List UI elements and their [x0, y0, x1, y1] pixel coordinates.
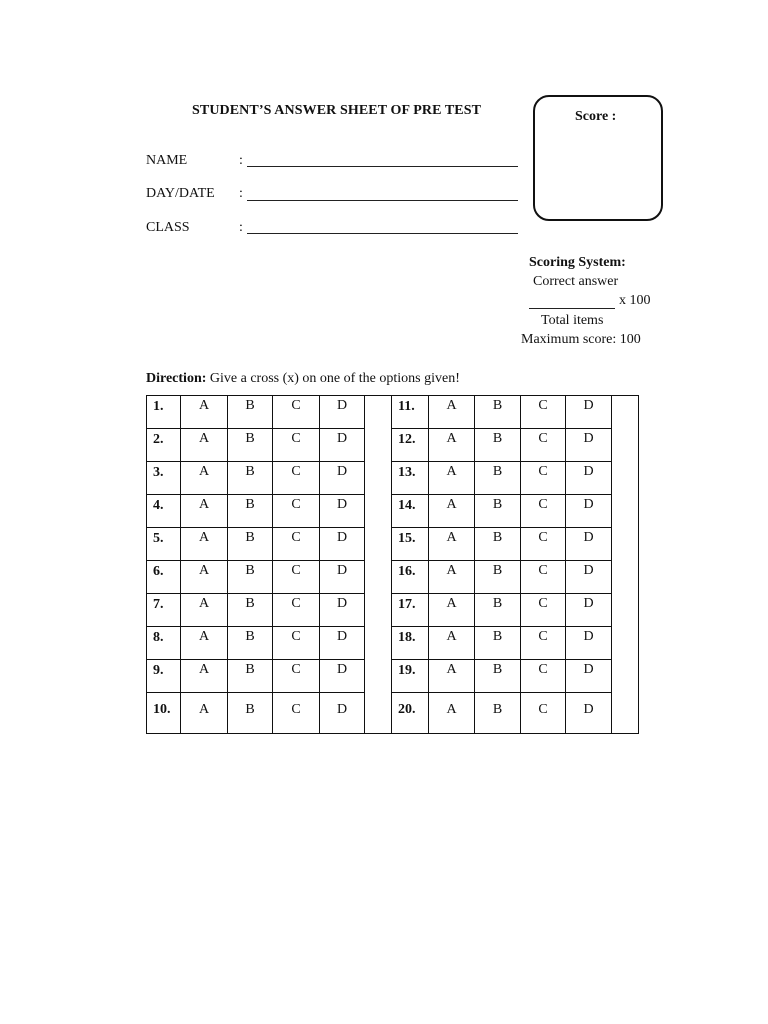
option-cell-d[interactable] — [320, 627, 365, 660]
extra-column — [612, 693, 639, 734]
option-cell-b-text: B — [492, 398, 503, 413]
question-number — [392, 660, 429, 693]
option-cell-a-text: A — [198, 431, 210, 446]
option-cell-c[interactable] — [273, 528, 320, 561]
option-cell-d[interactable] — [320, 693, 365, 734]
question-number-text: 17. — [398, 597, 416, 612]
option-cell-d[interactable] — [320, 429, 365, 462]
option-cell-b[interactable] — [475, 627, 521, 660]
answer-table — [146, 395, 639, 734]
option-cell-a-text: A — [198, 497, 210, 512]
question-number — [147, 561, 181, 594]
question-number — [147, 396, 181, 429]
extra-column — [612, 594, 639, 627]
option-cell-b-text: B — [245, 530, 255, 545]
option-cell-b[interactable] — [228, 462, 273, 495]
option-cell-c[interactable] — [273, 396, 320, 429]
option-cell-c[interactable] — [273, 660, 320, 693]
answer-row — [147, 396, 639, 429]
option-cell-b-text: B — [245, 497, 255, 512]
option-cell-b[interactable] — [475, 594, 521, 627]
option-cell-d[interactable] — [320, 396, 365, 429]
extra-column — [612, 627, 639, 660]
option-cell-b[interactable] — [475, 561, 521, 594]
column-gap — [365, 429, 392, 462]
option-cell-c-text: C — [291, 629, 301, 644]
option-cell-c[interactable] — [521, 627, 566, 660]
direction-label: Direction: — [146, 371, 207, 386]
option-cell-a-text: A — [198, 702, 210, 717]
option-cell-a[interactable] — [181, 462, 228, 495]
question-number-text: 10. — [153, 702, 171, 717]
option-cell-b-text: B — [492, 431, 503, 446]
option-cell-b-text: B — [245, 431, 255, 446]
option-cell-b-text: B — [245, 464, 255, 479]
option-cell-d[interactable] — [566, 627, 612, 660]
option-cell-a[interactable] — [181, 660, 228, 693]
question-number-text: 13. — [398, 465, 416, 480]
column-gap — [365, 396, 392, 429]
option-cell-a[interactable] — [429, 693, 475, 734]
option-cell-d-text: D — [583, 398, 594, 413]
question-number — [147, 660, 181, 693]
option-cell-b-text: B — [492, 596, 503, 611]
option-cell-c[interactable] — [521, 462, 566, 495]
score-label: Score : — [575, 109, 617, 124]
option-cell-c-text: C — [538, 662, 548, 677]
question-number-text: 9. — [153, 663, 164, 678]
option-cell-d[interactable] — [566, 462, 612, 495]
option-cell-c[interactable] — [521, 561, 566, 594]
question-number — [392, 627, 429, 660]
option-cell-c[interactable] — [521, 693, 566, 734]
option-cell-c-text: C — [291, 702, 301, 717]
option-cell-b-text: B — [492, 464, 503, 479]
column-gap — [365, 693, 392, 734]
question-number — [147, 429, 181, 462]
option-cell-a-text: A — [446, 431, 457, 446]
option-cell-b[interactable] — [475, 495, 521, 528]
name-label: NAME — [146, 153, 188, 168]
question-number — [147, 528, 181, 561]
option-cell-c-text: C — [291, 563, 301, 578]
option-cell-c[interactable] — [273, 693, 320, 734]
option-cell-d-text: D — [583, 702, 594, 717]
answer-row — [147, 462, 639, 495]
extra-column — [612, 396, 639, 429]
option-cell-c[interactable] — [273, 627, 320, 660]
extra-column — [612, 429, 639, 462]
class-colon: : — [239, 220, 243, 235]
option-cell-b-text: B — [492, 629, 503, 644]
option-cell-d-text: D — [583, 497, 594, 512]
option-cell-a[interactable] — [429, 462, 475, 495]
option-cell-b[interactable] — [475, 693, 521, 734]
option-cell-d[interactable] — [566, 495, 612, 528]
option-cell-c-text: C — [538, 431, 548, 446]
extra-column — [612, 528, 639, 561]
name-field[interactable] — [247, 166, 518, 167]
option-cell-d-text: D — [583, 431, 594, 446]
option-cell-c-text: C — [538, 629, 548, 644]
option-cell-a-text: A — [198, 662, 210, 677]
answer-row — [147, 627, 639, 660]
answer-row — [147, 660, 639, 693]
option-cell-a-text: A — [198, 596, 210, 611]
option-cell-d[interactable] — [566, 561, 612, 594]
option-cell-c-text: C — [538, 702, 548, 717]
option-cell-a[interactable] — [181, 528, 228, 561]
extra-column — [612, 660, 639, 693]
option-cell-b-text: B — [245, 596, 255, 611]
option-cell-d-text: D — [583, 464, 594, 479]
option-cell-a[interactable] — [181, 396, 228, 429]
option-cell-b[interactable] — [228, 396, 273, 429]
question-number — [147, 462, 181, 495]
column-gap — [365, 462, 392, 495]
option-cell-d-text: D — [336, 398, 348, 413]
option-cell-c[interactable] — [273, 561, 320, 594]
option-cell-c[interactable] — [273, 429, 320, 462]
option-cell-a[interactable] — [181, 693, 228, 734]
option-cell-d-text: D — [336, 530, 348, 545]
option-cell-c[interactable] — [273, 462, 320, 495]
option-cell-a-text: A — [198, 398, 210, 413]
option-cell-c-text: C — [291, 497, 301, 512]
option-cell-d-text: D — [336, 702, 348, 717]
scoring-total-items: Total items — [541, 313, 604, 328]
option-cell-d[interactable] — [320, 528, 365, 561]
option-cell-c-text: C — [291, 596, 301, 611]
extra-column — [612, 561, 639, 594]
question-number — [392, 429, 429, 462]
option-cell-a-text: A — [446, 398, 457, 413]
option-cell-b-text: B — [492, 497, 503, 512]
option-cell-b[interactable] — [475, 528, 521, 561]
option-cell-a[interactable] — [181, 627, 228, 660]
option-cell-a-text: A — [198, 464, 210, 479]
score-box[interactable] — [533, 95, 663, 221]
option-cell-a-text: A — [446, 662, 457, 677]
option-cell-d[interactable] — [566, 594, 612, 627]
option-cell-d[interactable] — [320, 660, 365, 693]
option-cell-b[interactable] — [228, 660, 273, 693]
class-field[interactable] — [247, 233, 518, 234]
option-cell-b[interactable] — [475, 429, 521, 462]
option-cell-d[interactable] — [320, 462, 365, 495]
option-cell-a-text: A — [446, 596, 457, 611]
option-cell-d-text: D — [583, 563, 594, 578]
option-cell-a[interactable] — [181, 495, 228, 528]
option-cell-b-text: B — [245, 563, 255, 578]
option-cell-c[interactable] — [521, 594, 566, 627]
answer-row — [147, 495, 639, 528]
option-cell-c-text: C — [538, 530, 548, 545]
option-cell-b[interactable] — [228, 693, 273, 734]
question-number-text: 18. — [398, 630, 416, 645]
option-cell-b-text: B — [245, 702, 255, 717]
direction-body: Give a cross (x) on one of the options given! — [206, 371, 460, 386]
question-number-text: 7. — [153, 597, 164, 612]
option-cell-a[interactable] — [429, 429, 475, 462]
option-cell-c[interactable] — [521, 429, 566, 462]
option-cell-d[interactable] — [566, 429, 612, 462]
option-cell-d-text: D — [336, 596, 348, 611]
question-number-text: 4. — [153, 498, 164, 513]
column-gap — [365, 627, 392, 660]
question-number-text: 8. — [153, 630, 164, 645]
question-number-text: 19. — [398, 663, 416, 678]
option-cell-c-text: C — [291, 464, 301, 479]
question-number — [147, 495, 181, 528]
scoring-fraction-line — [529, 293, 651, 309]
scoring-multiplier: x 100 — [619, 293, 651, 308]
fraction-bar — [529, 295, 615, 309]
option-cell-b-text: B — [245, 662, 255, 677]
option-cell-a-text: A — [198, 629, 210, 644]
class-label: CLASS — [146, 220, 190, 235]
question-number-text: 11. — [398, 399, 415, 414]
question-number-text: 20. — [398, 702, 416, 717]
answer-row — [147, 528, 639, 561]
option-cell-d-text: D — [336, 629, 348, 644]
option-cell-c-text: C — [291, 431, 301, 446]
option-cell-d-text: D — [583, 662, 594, 677]
question-number — [392, 495, 429, 528]
column-gap — [365, 594, 392, 627]
question-number — [392, 528, 429, 561]
option-cell-c-text: C — [291, 530, 301, 545]
question-number-text: 2. — [153, 432, 164, 447]
question-number-text: 3. — [153, 465, 164, 480]
option-cell-b[interactable] — [228, 561, 273, 594]
option-cell-c[interactable] — [521, 396, 566, 429]
option-cell-a[interactable] — [429, 495, 475, 528]
option-cell-b-text: B — [245, 629, 255, 644]
question-number-text: 15. — [398, 531, 416, 546]
answer-row — [147, 561, 639, 594]
column-gap — [365, 660, 392, 693]
option-cell-d[interactable] — [320, 495, 365, 528]
option-cell-c-text: C — [538, 398, 548, 413]
question-number — [147, 693, 181, 734]
option-cell-a-text: A — [198, 563, 210, 578]
option-cell-d[interactable] — [320, 594, 365, 627]
option-cell-d-text: D — [336, 431, 348, 446]
scoring-correct-answer: Correct answer — [533, 274, 619, 289]
option-cell-b-text: B — [492, 530, 503, 545]
option-cell-b-text: B — [492, 702, 503, 717]
option-cell-d-text: D — [336, 563, 348, 578]
page-title: STUDENT’S ANSWER SHEET OF PRE TEST — [192, 103, 482, 118]
option-cell-a[interactable] — [429, 594, 475, 627]
scoring-title: Scoring System: — [529, 255, 626, 270]
answer-row — [147, 594, 639, 627]
option-cell-a[interactable] — [429, 528, 475, 561]
option-cell-c-text: C — [291, 662, 301, 677]
option-cell-a[interactable] — [429, 627, 475, 660]
option-cell-d-text: D — [583, 530, 594, 545]
question-number-text: 5. — [153, 531, 164, 546]
option-cell-a[interactable] — [429, 561, 475, 594]
question-number — [392, 561, 429, 594]
name-colon: : — [239, 153, 243, 168]
scoring-max-score: Maximum score: 100 — [521, 332, 641, 347]
option-cell-d-text: D — [336, 662, 348, 677]
option-cell-a[interactable] — [181, 561, 228, 594]
direction-text — [146, 371, 460, 387]
option-cell-a-text: A — [446, 530, 457, 545]
option-cell-c-text: C — [538, 563, 548, 578]
option-cell-d[interactable] — [566, 396, 612, 429]
option-cell-a-text: A — [446, 464, 457, 479]
answer-row — [147, 429, 639, 462]
date-field[interactable] — [247, 200, 518, 201]
column-gap — [365, 528, 392, 561]
option-cell-b[interactable] — [228, 495, 273, 528]
option-cell-a-text: A — [446, 497, 457, 512]
option-cell-b-text: B — [492, 563, 503, 578]
option-cell-d[interactable] — [566, 693, 612, 734]
option-cell-d-text: D — [583, 596, 594, 611]
option-cell-a[interactable] — [429, 396, 475, 429]
extra-column — [612, 462, 639, 495]
option-cell-c-text: C — [538, 464, 548, 479]
option-cell-d-text: D — [583, 629, 594, 644]
option-cell-a[interactable] — [181, 594, 228, 627]
option-cell-c[interactable] — [521, 528, 566, 561]
question-number — [392, 594, 429, 627]
question-number — [392, 693, 429, 734]
option-cell-a-text: A — [446, 563, 457, 578]
column-gap — [365, 495, 392, 528]
option-cell-b[interactable] — [228, 594, 273, 627]
option-cell-d[interactable] — [566, 528, 612, 561]
option-cell-d-text: D — [336, 497, 348, 512]
question-number-text: 6. — [153, 564, 164, 579]
option-cell-b[interactable] — [228, 528, 273, 561]
option-cell-c[interactable] — [521, 495, 566, 528]
option-cell-c-text: C — [538, 497, 548, 512]
option-cell-c-text: C — [291, 398, 301, 413]
option-cell-a-text: A — [446, 629, 457, 644]
question-number — [392, 462, 429, 495]
question-number — [147, 594, 181, 627]
date-label: DAY/DATE — [146, 186, 215, 201]
question-number-text: 16. — [398, 564, 416, 579]
question-number-text: 12. — [398, 432, 416, 447]
option-cell-c[interactable] — [273, 495, 320, 528]
question-number — [392, 396, 429, 429]
date-colon: : — [239, 186, 243, 201]
answer-row — [147, 693, 639, 734]
option-cell-c[interactable] — [521, 660, 566, 693]
option-cell-c-text: C — [538, 596, 548, 611]
option-cell-b-text: B — [245, 398, 255, 413]
option-cell-a-text: A — [198, 530, 210, 545]
option-cell-b[interactable] — [475, 660, 521, 693]
option-cell-b[interactable] — [475, 396, 521, 429]
column-gap — [365, 561, 392, 594]
option-cell-c[interactable] — [273, 594, 320, 627]
option-cell-a-text: A — [446, 702, 457, 717]
question-number-text: 1. — [153, 399, 164, 414]
extra-column — [612, 495, 639, 528]
option-cell-a[interactable] — [181, 429, 228, 462]
option-cell-b[interactable] — [228, 627, 273, 660]
option-cell-d-text: D — [336, 464, 348, 479]
question-number-text: 14. — [398, 498, 416, 513]
option-cell-b[interactable] — [475, 462, 521, 495]
option-cell-d[interactable] — [320, 561, 365, 594]
option-cell-b-text: B — [492, 662, 503, 677]
option-cell-a[interactable] — [429, 660, 475, 693]
question-number — [147, 627, 181, 660]
option-cell-b[interactable] — [228, 429, 273, 462]
option-cell-d[interactable] — [566, 660, 612, 693]
